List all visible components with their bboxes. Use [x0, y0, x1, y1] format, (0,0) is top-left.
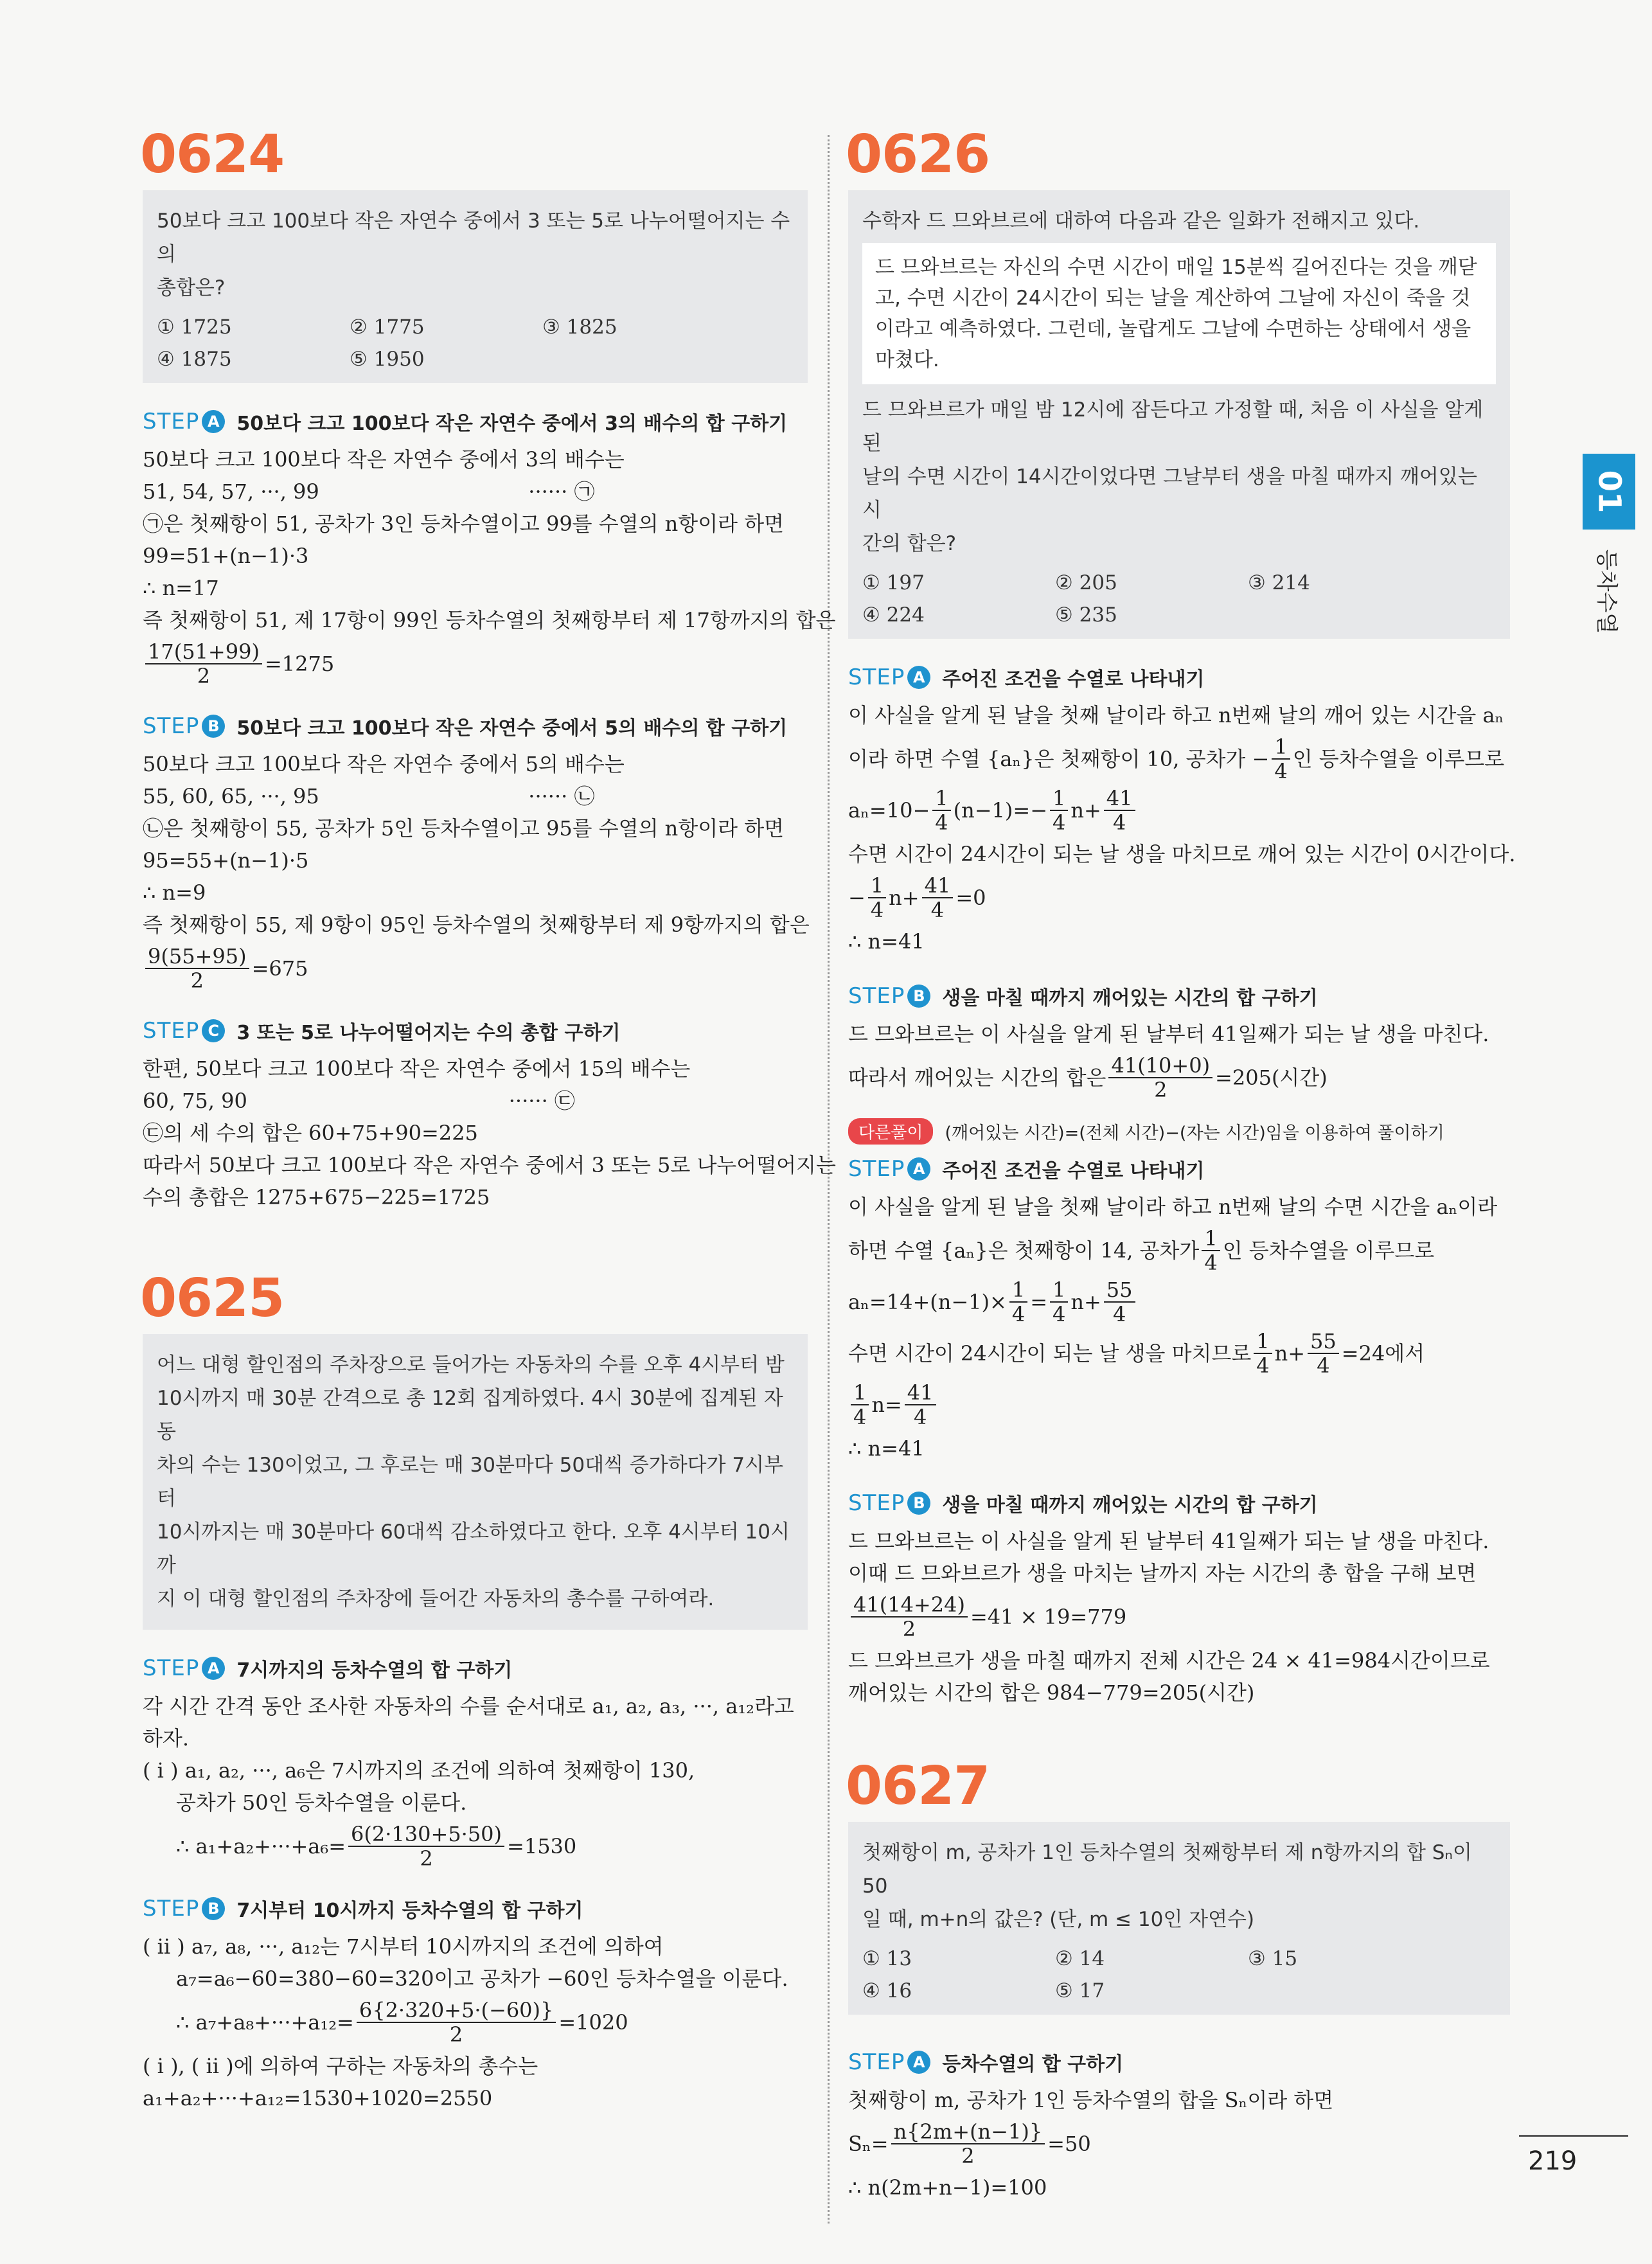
step-letter: A [202, 410, 225, 433]
alt-description: (깨어있는 시간)=(전체 시간)−(자는 시간)임을 이용하여 풀이하기 [945, 1123, 1444, 1143]
solution-line: 즉 첫째항이 55, 제 9항이 95인 등차수열의 첫째항부터 제 9항까지의 합은 [143, 913, 810, 937]
question-line: 일 때, m+n의 값은? (단, m ≤ 10인 자연수) [862, 1908, 1255, 1931]
fraction [891, 2120, 1045, 2168]
step-heading [143, 1017, 808, 1045]
step-heading [143, 712, 808, 740]
fraction [1202, 1227, 1220, 1274]
numerator: 1 [1202, 1227, 1220, 1251]
step-letter: A [202, 1657, 225, 1680]
numerator: 1 [1009, 1278, 1027, 1303]
solution-line [848, 735, 1510, 783]
solution-line: 첫째항이 m, 공차가 1인 등차수열의 합을 Sₙ이라 하면 [848, 2088, 1334, 2112]
step-title: 50보다 크고 100보다 작은 자연수 중에서 3의 배수의 합 구하기 [236, 413, 788, 435]
question-line: 차의 수는 130이었고, 그 후로는 매 30분마다 50대씩 증가하다가 7시부터 [157, 1454, 784, 1510]
numerator: 1 [1050, 787, 1068, 811]
numerator: 55 [1104, 1278, 1135, 1303]
solution-line: ㉡은 첫째항이 55, 공차가 5인 등차수열이고 95를 수열의 n항이라 하면 [143, 816, 785, 841]
problem-box [143, 190, 808, 383]
chapter-title-text: 등차수열 [1594, 549, 1620, 634]
problem-number: 0627 [846, 1756, 990, 1817]
solution-line: 60, 75, 90 ······ ㉢ [143, 1089, 575, 1113]
numerator: 6{2·320+5·(−60)} [357, 1999, 556, 2023]
step-title: 등차수열의 합 구하기 [942, 2053, 1124, 2076]
choice: ② 14 [1055, 1947, 1105, 1970]
quote-line: 드 므와브르는 자신의 수면 시간이 매일 15분씩 길어진다는 것을 깨닫 [875, 256, 1477, 279]
text: 하면 수열 {aₙ}은 첫째항이 14, 공차가 [848, 1238, 1200, 1263]
choice: ① 1725 [157, 316, 232, 339]
solution-line: 50보다 크고 100보다 작은 자연수 중에서 3의 배수는 [143, 447, 625, 472]
equation-left: ∴ a₇+a₈+···+a₁₂= [176, 2010, 354, 2035]
equation-line [848, 787, 1510, 834]
step-title: 7시까지의 등차수열의 합 구하기 [236, 1659, 513, 1682]
problem-box [848, 1822, 1510, 2015]
question-line: 10시까지 매 30분 간격으로 총 12회 집계하였다. 4시 30분에 집계된 자동 [157, 1387, 783, 1443]
solution-line: 즉 첫째항이 51, 제 17항이 99인 등차수열의 첫째항부터 제 17항까지의 합은 [143, 608, 836, 632]
step-letter: B [907, 1492, 930, 1515]
right-column [846, 124, 1516, 2204]
solution-line: 51, 54, 57, ···, 99 ······ ㉠ [143, 479, 595, 504]
question-line: 어느 대형 할인점의 주차장으로 들어가는 자동차의 수를 오후 4시부터 밤 [157, 1353, 785, 1377]
solution-line: 55, 60, 65, ···, 95 ······ ㉡ [143, 784, 595, 808]
fraction [851, 1593, 968, 1641]
choices [862, 567, 1496, 631]
choice: ③ 15 [1248, 1947, 1298, 1970]
step-heading [848, 1155, 1510, 1183]
numerator: 41 [922, 874, 954, 898]
alternative-solution-header [848, 1118, 1510, 1145]
fraction [1272, 735, 1290, 783]
solution-line: ∴ n=41 [848, 929, 925, 954]
step-letter: A [907, 2051, 930, 2074]
choice: ② 1775 [350, 316, 425, 339]
text: 인 등차수열을 이루므로 [1292, 747, 1505, 771]
fraction [868, 874, 886, 922]
equation-line [848, 1278, 1510, 1326]
solution-line: ∴ n=9 [143, 880, 206, 905]
denominator: 4 [1112, 810, 1126, 835]
text: − [848, 886, 866, 910]
fraction-line [143, 1999, 808, 2046]
equation-line [848, 1381, 1510, 1429]
quote-line: 고, 수면 시간이 24시간이 되는 날을 계산하여 그날에 자신이 죽을 것 [875, 287, 1471, 310]
step-label: STEP [848, 1156, 905, 1182]
numerator: 41 [1104, 787, 1135, 811]
denominator: 4 [1052, 810, 1066, 835]
denominator: 4 [1274, 759, 1288, 783]
fraction [145, 640, 262, 688]
numerator: 41(14+24) [851, 1593, 968, 1618]
solution-line [848, 1227, 1510, 1274]
choice: ④ 1875 [157, 348, 232, 371]
text: 수면 시간이 24시간이 되는 날 생을 마치므로 [848, 1341, 1252, 1366]
fraction [1104, 787, 1135, 834]
step-title: 50보다 크고 100보다 작은 자연수 중에서 5의 배수의 합 구하기 [236, 717, 788, 740]
solution-line: ( ii ) a₇, a₈, ···, a₁₂는 7시부터 10시까지의 조건에 의하여 [143, 1934, 664, 1959]
solution-line: 수의 총합은 1275+675−225=1725 [143, 1185, 490, 1209]
alt-badge: 다른풀이 [848, 1118, 933, 1145]
step-label: STEP [143, 1896, 200, 1921]
step-letter: C [202, 1019, 225, 1042]
step-heading [848, 663, 1510, 691]
question-line: 첫째항이 m, 공차가 1인 등차수열의 첫째항부터 제 n항까지의 합 Sₙ이 50 [862, 1841, 1472, 1898]
solution-line: 수면 시간이 24시간이 되는 날 생을 마치므로 깨어 있는 시간이 0시간이다. [848, 842, 1516, 866]
fraction [905, 1381, 936, 1429]
text: = [1030, 1290, 1047, 1314]
numerator: 1 [1272, 735, 1290, 760]
fraction-line [143, 945, 808, 992]
solution-line: a₁+a₂+···+a₁₂=1530+1020=2550 [143, 2086, 493, 2110]
text: aₙ=10− [848, 798, 930, 823]
chapter-tab [1583, 454, 1635, 530]
fraction [1108, 1054, 1212, 1101]
solution-line: ∴ n=17 [143, 576, 219, 600]
question-line: 날의 수면 시간이 14시간이었다면 그날부터 생을 마칠 때까지 깨어있는 시 [862, 465, 1477, 522]
problem-number: 0624 [140, 124, 285, 185]
choice: ④ 16 [862, 1979, 912, 2002]
fraction [145, 945, 249, 992]
solution-line: ㉢의 세 수의 합은 60+75+90=225 [143, 1121, 478, 1145]
chapter-number: 01 [1590, 470, 1627, 513]
solution-line: 한편, 50보다 크고 100보다 작은 자연수 중에서 15의 배수는 [143, 1056, 691, 1081]
denominator: 2 [902, 1617, 916, 1641]
text: Sₙ= [848, 2132, 889, 2156]
text: n+ [1070, 1290, 1101, 1314]
step-title: 3 또는 5로 나누어떨어지는 수의 총합 구하기 [236, 1022, 621, 1044]
text: 이라 하면 수열 {aₙ}은 첫째항이 10, 공차가 − [848, 747, 1270, 771]
question-line: 드 므와브르가 매일 밤 12시에 잠든다고 가정할 때, 처음 이 사실을 알게 된 [862, 398, 1484, 455]
fraction [851, 1381, 869, 1429]
solution-line: 이 사실을 알게 된 날을 첫째 날이라 하고 n번째 날의 수면 시간을 aₙ이라 [848, 1195, 1498, 1219]
equation-rest: =1275 [264, 652, 335, 676]
step-heading [848, 1489, 1510, 1517]
step-letter: A [907, 666, 930, 689]
choice: ⑤ 1950 [350, 348, 425, 371]
fraction [1050, 1278, 1068, 1326]
denominator: 2 [1154, 1078, 1168, 1102]
fraction [1254, 1330, 1272, 1377]
denominator: 4 [1112, 1302, 1126, 1326]
choice: ③ 1825 [542, 316, 617, 339]
numerator: 1 [851, 1381, 869, 1405]
step-heading [143, 1654, 808, 1682]
numerator: 41(10+0) [1108, 1054, 1212, 1078]
question-line: 간의 합은? [862, 532, 957, 555]
fraction [922, 874, 954, 922]
step-label: STEP [848, 664, 905, 690]
fraction-line [143, 640, 808, 688]
chapter-title [1586, 540, 1632, 643]
text: n+ [889, 886, 919, 910]
solution-line: a₇=a₆−60=380−60=320이고 공차가 −60인 등차수열을 이룬다. [176, 1966, 788, 1991]
denominator: 2 [197, 664, 211, 688]
fraction-line [143, 1823, 808, 1870]
solution-line: 드 므와브르는 이 사실을 알게 된 날부터 41일째가 되는 날 생을 마친다. [848, 1022, 1489, 1046]
denominator: 4 [913, 1405, 927, 1429]
choice: ⑤ 235 [1055, 603, 1117, 627]
step-title: 주어진 조건을 수열로 나타내기 [942, 1160, 1205, 1182]
solution-line: 99=51+(n−1)·3 [143, 544, 309, 568]
question-line: 지 이 대형 할인점의 주차장에 들어간 자동차의 총수를 구하여라. [157, 1587, 715, 1610]
question-line: 10시까지는 매 30분마다 60대씩 감소하였다고 한다. 오후 4시부터 10시까 [157, 1520, 790, 1577]
solution-line: 각 시간 간격 동안 조사한 자동차의 수를 순서대로 a₁, a₂, a₃, ···, a₁₂라고 [143, 1694, 794, 1718]
question-line: 수학자 드 므와브르에 대하여 다음과 같은 일화가 전해지고 있다. [862, 209, 1420, 233]
page-number-rule [1519, 2135, 1628, 2137]
fraction [348, 1823, 504, 1870]
equation-rest: =1020 [558, 2010, 628, 2035]
solution-line: 공차가 50인 등차수열을 이룬다. [176, 1790, 467, 1815]
choice: ⑤ 17 [1055, 1979, 1105, 2002]
step-title: 주어진 조건을 수열로 나타내기 [942, 668, 1205, 691]
solution-line [848, 1330, 1510, 1377]
solution-line: ( i ) a₁, a₂, ···, a₆은 7시까지의 조건에 의하여 첫째항이 130, [143, 1758, 695, 1783]
step-letter: A [907, 1157, 930, 1181]
step-title: 7시부터 10시까지 등차수열의 합 구하기 [236, 1900, 583, 1922]
denominator: 4 [1256, 1353, 1270, 1378]
numerator: 1 [932, 787, 950, 811]
solution-line: 따라서 50보다 크고 100보다 작은 자연수 중에서 3 또는 5로 나누어떨어지는 [143, 1153, 836, 1177]
denominator: 2 [420, 1846, 433, 1871]
problem-number: 0625 [140, 1268, 285, 1329]
question-line: 50보다 크고 100보다 작은 자연수 중에서 3 또는 5로 나누어떨어지는 수의 [157, 209, 790, 266]
solution-line: 드 므와브르는 이 사실을 알게 된 날부터 41일째가 되는 날 생을 마친다. [848, 1529, 1489, 1553]
step-heading [143, 1894, 808, 1923]
denominator: 4 [853, 1405, 867, 1429]
text: n= [871, 1393, 902, 1417]
numerator: 1 [868, 874, 886, 898]
denominator: 4 [1011, 1302, 1026, 1326]
anecdote-box [862, 243, 1496, 384]
text: 인 등차수열을 이루므로 [1222, 1238, 1435, 1263]
choice: ③ 214 [1248, 571, 1310, 594]
solution-line: 드 므와브르가 생을 마칠 때까지 전체 시간은 24 × 41=984시간이므로 [848, 1648, 1490, 1673]
numerator: 1 [1254, 1330, 1272, 1354]
numerator: 55 [1308, 1330, 1339, 1354]
fraction [932, 787, 950, 834]
text: =205(시간) [1215, 1065, 1328, 1090]
quote-line: 마쳤다. [875, 348, 939, 371]
text: =24에서 [1341, 1341, 1425, 1366]
step-heading [848, 982, 1510, 1010]
denominator: 4 [1204, 1251, 1218, 1275]
text: n+ [1274, 1341, 1306, 1366]
step-label: STEP [848, 983, 905, 1009]
equation-line [848, 2120, 1510, 2168]
equation-rest: =675 [251, 956, 308, 981]
choice: ① 13 [862, 1947, 912, 1970]
solution-line: 이때 드 므와브르가 생을 마치는 날까지 자는 시간의 총 합을 구해 보면 [848, 1561, 1477, 1585]
problem-number: 0626 [846, 124, 990, 185]
choice: ① 197 [862, 571, 925, 594]
equation-line [848, 874, 1510, 922]
step-label: STEP [848, 2049, 905, 2075]
denominator: 4 [930, 898, 945, 922]
numerator: n{2m+(n−1)} [891, 2120, 1045, 2144]
equation-left: ∴ a₁+a₂+···+a₆= [176, 1834, 346, 1858]
text: n+ [1070, 798, 1101, 823]
equation-rest: =1530 [507, 1834, 577, 1858]
step-heading [848, 2048, 1510, 2076]
numerator: 41 [905, 1381, 936, 1405]
text: 따라서 깨어있는 시간의 합은 [848, 1065, 1106, 1090]
numerator: 1 [1050, 1278, 1068, 1303]
solution-line: 95=55+(n−1)·5 [143, 848, 309, 873]
text: =50 [1047, 2132, 1091, 2156]
step-label: STEP [848, 1490, 905, 1516]
equation-line [848, 1593, 1510, 1641]
fraction [1308, 1330, 1339, 1377]
denominator: 4 [935, 810, 948, 835]
step-letter: B [907, 985, 930, 1008]
solution-line: ㉠은 첫째항이 51, 공차가 3인 등차수열이고 99를 수열의 n항이라 하면 [143, 512, 785, 536]
fraction [1050, 787, 1068, 834]
column-divider [828, 135, 830, 2224]
step-title: 생을 마칠 때까지 깨어있는 시간의 합 구하기 [942, 987, 1318, 1010]
problem-box [143, 1334, 808, 1630]
text: aₙ=14+(n−1)× [848, 1290, 1007, 1314]
fraction [1009, 1278, 1027, 1326]
step-letter: B [202, 715, 225, 738]
solution-line: 깨어있는 시간의 합은 984−779=205(시간) [848, 1680, 1255, 1705]
solution-line: 이 사실을 알게 된 날을 첫째 날이라 하고 n번째 날의 깨어 있는 시간을 aₙ [848, 703, 1504, 727]
problem-box [848, 190, 1510, 639]
choice: ② 205 [1055, 571, 1117, 594]
choices [157, 311, 794, 375]
text: =0 [955, 886, 986, 910]
fraction [1104, 1278, 1135, 1326]
denominator: 4 [870, 898, 884, 922]
equation-line [848, 1054, 1510, 1101]
denominator: 4 [1317, 1353, 1330, 1378]
quote-line: 이라고 예측하였다. 그런데, 놀랍게도 그날에 수면하는 상태에서 생을 [875, 317, 1471, 341]
step-title: 생을 마칠 때까지 깨어있는 시간의 합 구하기 [942, 1494, 1318, 1517]
solution-line: 50보다 크고 100보다 작은 자연수 중에서 5의 배수는 [143, 752, 625, 776]
choices [862, 1943, 1496, 2007]
step-heading [143, 407, 808, 436]
fraction [357, 1999, 556, 2046]
step-label: STEP [143, 1655, 200, 1681]
numerator: 9(55+95) [145, 945, 249, 969]
text: (n−1)=− [953, 798, 1047, 823]
solution-line: ∴ n(2m+n−1)=100 [848, 2175, 1047, 2200]
text: =41 × 19=779 [970, 1605, 1127, 1629]
solution-line: 하자. [143, 1726, 189, 1751]
step-label: STEP [143, 713, 200, 739]
left-column [140, 124, 836, 2114]
choice: ④ 224 [862, 603, 925, 627]
step-letter: B [202, 1897, 225, 1920]
step-label: STEP [143, 409, 200, 434]
solution-line: ∴ n=41 [848, 1436, 925, 1461]
question-line: 총합은? [157, 276, 226, 299]
numerator: 6(2·130+5·50) [348, 1823, 504, 1847]
solution-line: ( i ), ( ii )에 의하여 구하는 자동차의 총수는 [143, 2054, 538, 2078]
denominator: 2 [961, 2144, 975, 2168]
page-number: 219 [1528, 2146, 1577, 2176]
numerator: 17(51+99) [145, 640, 262, 664]
denominator: 2 [190, 968, 204, 993]
denominator: 2 [449, 2022, 463, 2047]
step-label: STEP [143, 1018, 200, 1044]
denominator: 4 [1052, 1302, 1066, 1326]
